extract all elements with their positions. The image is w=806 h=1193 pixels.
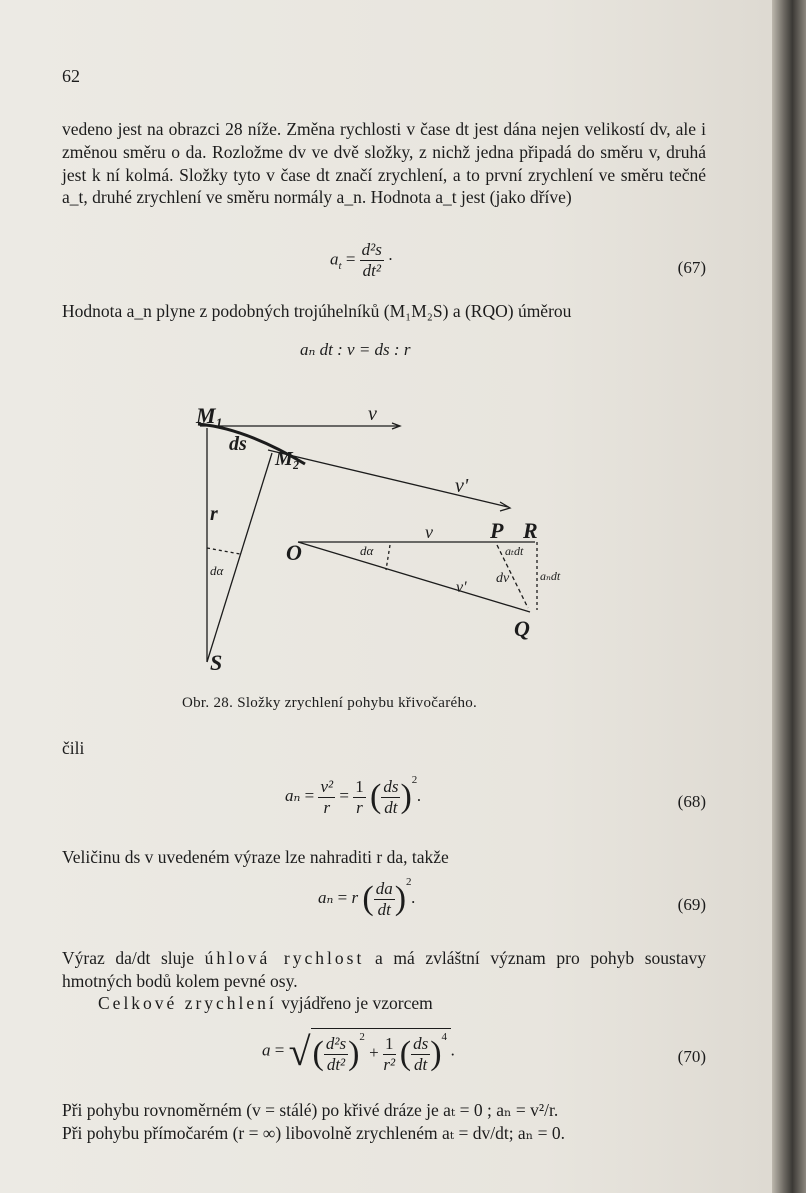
label-andt: aₙdt (540, 569, 561, 583)
dalpha-arc (386, 545, 390, 570)
label-v-top: v (368, 403, 377, 425)
label-P: P (490, 518, 504, 543)
proportion-formula: aₙ dt : v = ds : r (300, 340, 411, 359)
label-dalpha: dα (210, 563, 224, 578)
equation-70: a = √( $\frac{\text{d²s}}{\text{dt²}}$ )$^2$ + $\frac{1}{\text{r²}}$ ( $\frac{ds}{dt}$ )$^4$. (262, 1029, 456, 1074)
label-S: S (210, 650, 223, 675)
label-Q: Q (514, 616, 530, 641)
label-M2: M₂ (275, 448, 300, 470)
label-ds: ds (229, 433, 247, 455)
label-M1: M₁ (196, 403, 224, 428)
figure-caption: Obr. 28. Složky zrychlení pohybu křivočarého. (182, 695, 478, 711)
word-cili: čili (62, 738, 85, 758)
label-O: O (286, 540, 302, 565)
label-r: r (210, 503, 218, 525)
angle-arc (207, 548, 240, 554)
equation-68: aₙ = $\frac{\text{v²}}{r}$ = $\frac{1}{r}$ ( $\frac{ds}{dt}$ )$^2$. (285, 774, 422, 817)
equation-number-70: (70) (677, 1047, 706, 1066)
page-number: 62 (62, 66, 80, 86)
label-dv: dv (496, 571, 510, 586)
paragraph-intro: vedeno jest na obrazci 28 níže. Změna rychlosti v čase dt jest dána nejen velikostí dv, ale i změnou směru o da. Rozložme dv ve dvě složky, z nichž jedna připadá do směru v, druhá jest k ní kolmá. Složky tyto v čase dt značí zrychlení, a to první zrychlení ve směru tečné a_t, druhé zrychlení ve směru normály a_n. Hodnota a_t jest (jako dříve) (62, 119, 706, 208)
label-v-prime2: v' (456, 579, 467, 596)
label-atdt: aₜdt (505, 544, 524, 558)
equation-67: $a_t$ = $\frac{\text{d²s}}{\text{dt²}}$ · (330, 240, 393, 280)
paragraph-similar-triangles: Hodnota a_n plyne z podobných trojúhelníků (M₁M₂S) a (RQO) úměrou (62, 301, 572, 321)
label-v-prime: v' (455, 475, 469, 497)
equation-number-69: (69) (677, 895, 706, 914)
equation-number-67: (67) (677, 258, 706, 277)
equation-number-68: (68) (677, 792, 706, 811)
radius-r2-line (207, 453, 272, 662)
label-R: R (523, 518, 538, 543)
label-dalpha2: dα (360, 543, 374, 558)
line-uniform-motion: Při pohybu rovnoměrném (v = stálé) po křivé dráze je aₜ = 0 ; aₙ = v²/r. (62, 1100, 559, 1120)
paragraph-substitute: Veličinu ds v uvedeném výraze lze nahraditi r da, takže (62, 847, 449, 867)
equation-69: aₙ = r ( $\frac{da}{dt}$ )$^2$. (318, 876, 416, 919)
paragraph-angular-velocity: Výraz da/dt sluje úhlová rychlost a má zvláštní význam pro pohyb soustavy hmotných bodů kolem pevné osy. (62, 948, 706, 991)
paragraph-total-acceleration: Celkové zrychlení vyjádřeno je vzorcem (98, 993, 433, 1013)
velocity-v-prime-line (268, 450, 508, 507)
label-v-mid: v (425, 522, 433, 542)
line-rectilinear-motion: Při pohybu přímočarém (r = ∞) libovolně zrychleném aₜ = dv/dt; aₙ = 0. (62, 1123, 566, 1143)
